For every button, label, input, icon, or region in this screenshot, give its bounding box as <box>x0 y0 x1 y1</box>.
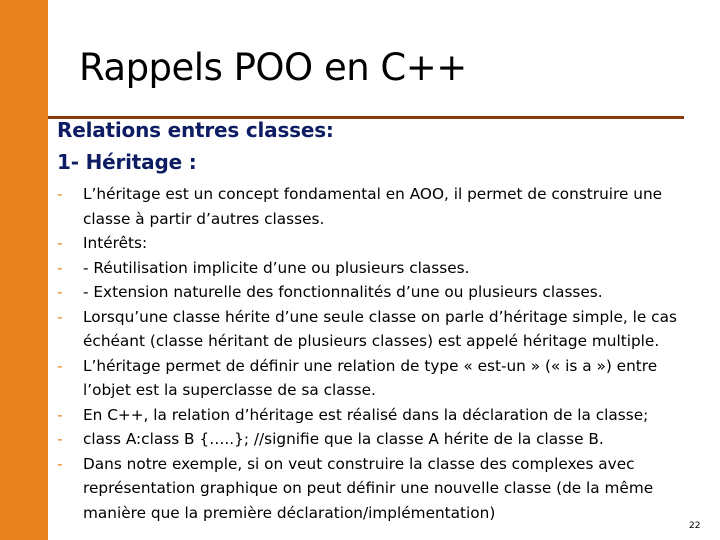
bullet-marker: - <box>57 356 63 375</box>
bullet-text: class A:class B {…..}; //signifie que la classe A hérite de la classe B. <box>83 430 604 448</box>
bullet-marker: - <box>57 258 63 277</box>
slide-title: Rappels POO en C++ <box>79 46 467 89</box>
left-accent-bar <box>0 0 48 540</box>
bullet-item <box>57 452 697 526</box>
bullet-text: L’héritage est un concept fondamental en AOO, il permet de construire une classe à partir d’autres classes. <box>83 185 663 228</box>
bullet-list <box>57 182 697 525</box>
bullet-item <box>57 231 697 256</box>
bullet-text: Intérêts: <box>83 234 148 252</box>
bullet-item <box>57 305 697 354</box>
bullet-marker: - <box>57 405 63 424</box>
bullet-item <box>57 256 697 281</box>
bullet-marker: - <box>57 454 63 473</box>
subsection-heading: 1- Héritage : <box>57 150 197 174</box>
bullet-marker: - <box>57 283 63 301</box>
bullet-marker: - <box>57 234 63 252</box>
section-heading: Relations entres classes: <box>57 118 334 142</box>
bullet-item <box>57 403 697 428</box>
bullet-item <box>57 354 697 403</box>
bullet-marker: - <box>57 307 63 326</box>
bullet-marker: - <box>57 185 63 203</box>
bullet-text: En C++, la relation d’héritage est réalisé dans la déclaration de la classe; <box>83 405 649 424</box>
bullet-text: - Extension naturelle des fonctionnalités d’une ou plusieurs classes. <box>83 283 603 301</box>
bullet-item <box>57 182 697 231</box>
bullet-text: Lorsqu’une classe hérite d’une seule classe on parle d’héritage simple, le cas échéant (classe héritant de plusieurs classes) est appelé héritage multiple. <box>83 307 677 350</box>
page-number: 22 <box>689 521 701 531</box>
bullet-text: - Réutilisation implicite d’une ou plusieurs classes. <box>83 258 470 277</box>
bullet-text: L’héritage permet de définir une relation de type « est-un » (« is a ») entre l’objet est la superclasse de sa classe. <box>83 356 658 399</box>
bullet-item <box>57 427 697 452</box>
bullet-marker: - <box>57 430 63 448</box>
bullet-text: Dans notre exemple, si on veut construire la classe des complexes avec représentation graphique on peut définir une nouvelle classe (de la même manière que la première déclaration/implémentation) <box>83 454 654 522</box>
bullet-item <box>57 280 697 305</box>
